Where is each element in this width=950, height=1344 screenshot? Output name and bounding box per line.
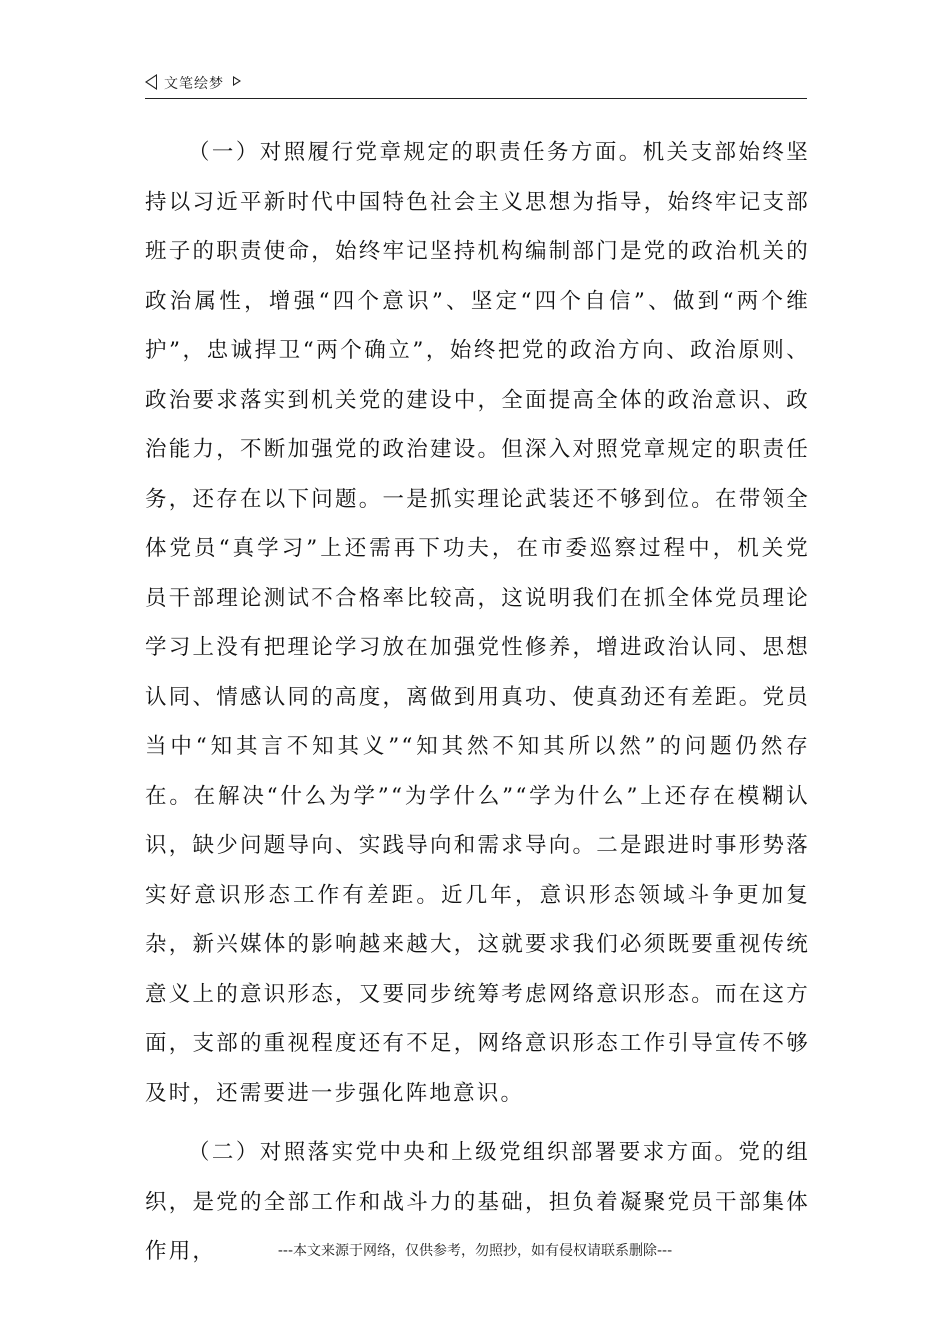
header-title: 文笔绘梦 (164, 76, 224, 92)
triangle-right-outline-icon (233, 76, 241, 86)
triangle-left-outline-icon (145, 74, 157, 90)
paragraph-2: （二）对照落实党中央和上级党组织部署要求方面。党的组织，是党的全部工作和战斗力的基础，担负着凝聚党员干部集体作用， (145, 1140, 810, 1264)
document-body (145, 128, 810, 1277)
page-header (145, 72, 807, 99)
footer-disclaimer: ---本文来源于网络，仅供参考，勿照抄，如有侵权请联系删除--- (277, 1243, 673, 1259)
paragraph-1: （一）对照履行党章规定的职责任务方面。机关支部始终坚持以习近平新时代中国特色社会主义思想为指导，始终牢记支部班子的职责使命，始终牢记坚持机构编制部门是党的政治机关的政治属性，增强“四个意识”、坚定“四个自信”、做到“两个维护”，忠诚捍卫“两个确立”，始终把党的政治方向、政治原则、政治要求落实到机关党的建设中，全面提高全体的政治意识、政治能力，不断加强党的政治建设。但深入对照党章规定的职责任务，还存在以下问题。一是抓实理论武装还不够到位。在带领全体党员“真学习”上还需再下功夫，在市委巡察过程中，机关党员干部理论测试不合格率比较高，这说明我们在抓全体党员理论学习上没有把理论学习放在加强党性修养，增进政治认同、思想认同、情感认同的高度，离做到用真功、使真劲还有差距。党员当中“知其言不知其义”“知其然不知其所以然”的问题仍然存在。在解决“什么为学”“为学什么”“学为什么”上还存在模糊认识，缺少问题导向、实践导向和需求导向。二是跟进时事形势落实好意识形态工作有差距。近几年，意识形态领域斗争更加复杂，新兴媒体的影响越来越大，这就要求我们必须既要重视传统意义上的意识形态，又要同步统筹考虑网络意识形态。而在这方面，支部的重视程度还有不足，网络意识形态工作引导宣传不够及时，还需要进一步强化阵地意识。 (145, 140, 810, 1106)
